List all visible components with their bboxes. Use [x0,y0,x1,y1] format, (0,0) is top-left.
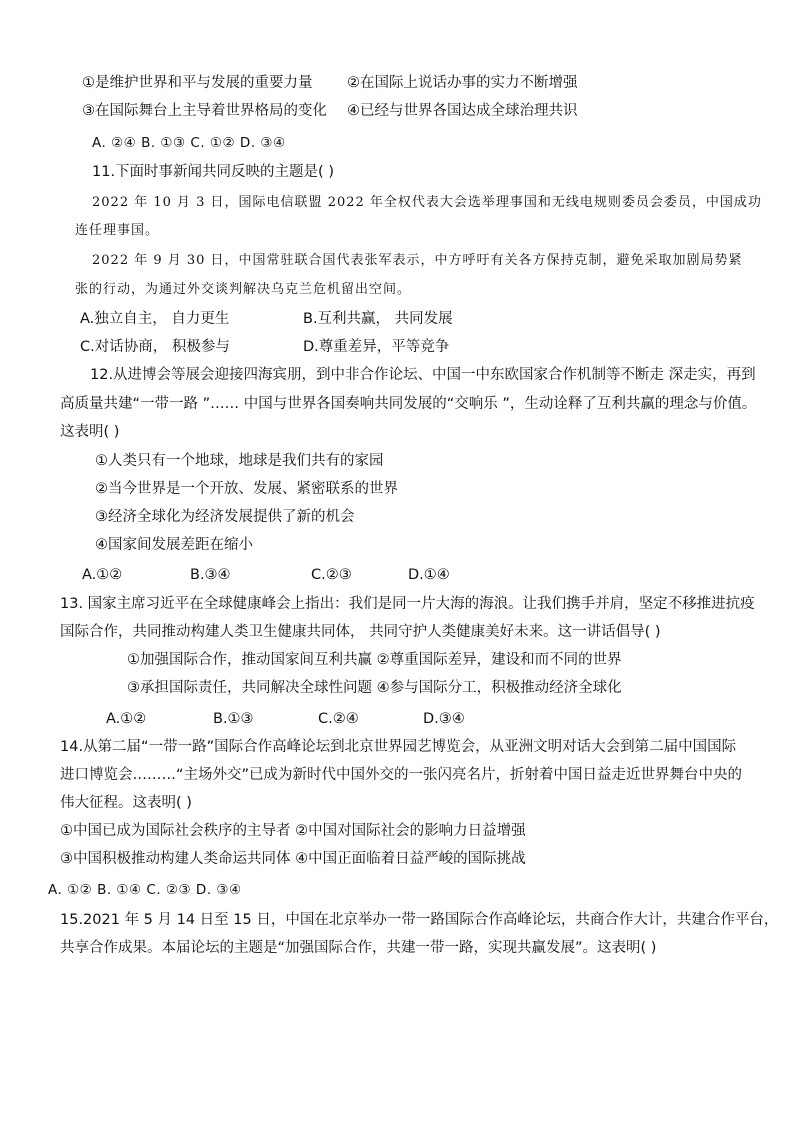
q15-stem-line-1: 15.2021 年 5 月 14 日至 15 日，中国在北京举办一带一路国际合作高峰论坛，共商合作大计，共建合作平台， [60,912,779,928]
q11-option-c: C.对话协商， 积极参与 [80,339,230,355]
q13-option-d: D.③④ [423,711,465,727]
q12-stem-line-1: 12.从进博会等展会迎接四海宾朋，到中非合作论坛、中国一中东欧国家合作机制等不断走 深走实，再到 [90,367,756,383]
q14-items-row-2: ③中国积极推动构建人类命运共同体 ④中国正面临着日益严峻的国际挑战 [60,851,526,867]
q11-news-2-line-1: 2022 年 9 月 30 日，中国常驻联合国代表张军表示，中方呼吁有关各方保持克制，避免采取加剧局势紧 [92,253,743,268]
q14-items-row-1: ①中国已成为国际社会秩序的主导者 ②中国对国际社会的影响力日益增强 [60,823,526,839]
q10-item-1: ①是维护世界和平与发展的重要力量 [82,75,313,91]
q11-news-2-line-2: 张的行动，为通过外交谈判解决乌克兰危机留出空间。 [75,282,412,297]
q12-option-c: C.②③ [311,567,352,583]
q11-option-a: A.独立自主， 自力更生 [80,311,230,327]
q14-options: A. ①② B. ①④ C. ②③ D. ③④ [48,882,242,898]
q12-stem-line-3: 这表明( ) [60,424,120,440]
q10-item-3: ③在国际舞台上主导着世界格局的变化 [82,103,327,119]
q11-stem: 11.下面时事新闻共同反映的主题是( ) [92,164,334,180]
q12-stem-line-2: 高质量共建“一带一路 ”…… 中国与世界各国奏响共同发展的“交响乐 ”，生动诠释了互利共赢的理念与价值。 [60,396,757,412]
q12-item-4: ④国家间发展差距在缩小 [95,537,253,553]
q11-option-b: B.互利共赢， 共同发展 [303,311,453,327]
q11-option-d: D.尊重差异，平等竞争 [303,339,450,355]
q12-option-d: D.①④ [408,567,450,583]
q12-item-1: ①人类只有一个地球，地球是我们共有的家园 [95,453,384,469]
q13-stem-line-1: 13. 国家主席习近平在全球健康峰会上指出：我们是同一片大海的海浪。让我们携手并肩，坚定不移推进抗疫 [60,596,755,612]
q14-stem-line-2: 进口博览会………“主场外交”已成为新时代中国外交的一张闪亮名片，折射着中国日益走近世界舞台中央的 [60,767,743,783]
q12-option-a: A.①② [82,567,123,583]
q12-item-3: ③经济全球化为经济发展提供了新的机会 [95,509,355,525]
q13-stem-line-2: 国际合作，共同推动构建人类卫生健康共同体， 共同守护人类健康美好未来。这一讲话倡导( ) [60,624,661,640]
q11-news-1-line-1: 2022 年 10 月 3 日，国际电信联盟 2022 年全权代表大会选举理事国和无线电规则委员会委员，中国成功 [92,195,762,210]
q13-option-c: C.②④ [318,711,359,727]
q12-option-b: B.③④ [190,567,231,583]
q10-options: A. ②④ B. ①③ C. ①② D. ③④ [92,135,286,151]
q13-option-a: A.①② [106,711,147,727]
q10-item-4: ④已经与世界各国达成全球治理共识 [347,103,578,119]
q13-option-b: B.①③ [213,711,254,727]
q11-news-1-line-2: 连任理事国。 [75,223,160,238]
q14-stem-line-1: 14.从第二届“一带一路”国际合作高峰论坛到北京世界园艺博览会，从亚洲文明对话大会到第二届中国国际 [60,739,737,755]
q12-item-2: ②当今世界是一个开放、发展、紧密联系的世界 [95,481,398,497]
q14-stem-line-3: 伟大征程。这表明( ) [60,795,192,811]
q13-items-row-2: ③承担国际责任，共同解决全球性问题 ④参与国际分工，积极推动经济全球化 [127,680,622,696]
q15-stem-line-2: 共享合作成果。本届论坛的主题是“加强国际合作，共建一带一路，实现共赢发展”。这表明( ) [60,940,657,956]
q10-item-2: ②在国际上说话办事的实力不断增强 [347,75,578,91]
q13-items-row-1: ①加强国际合作，推动国家间互利共赢 ②尊重国际差异，建设和而不同的世界 [127,652,622,668]
